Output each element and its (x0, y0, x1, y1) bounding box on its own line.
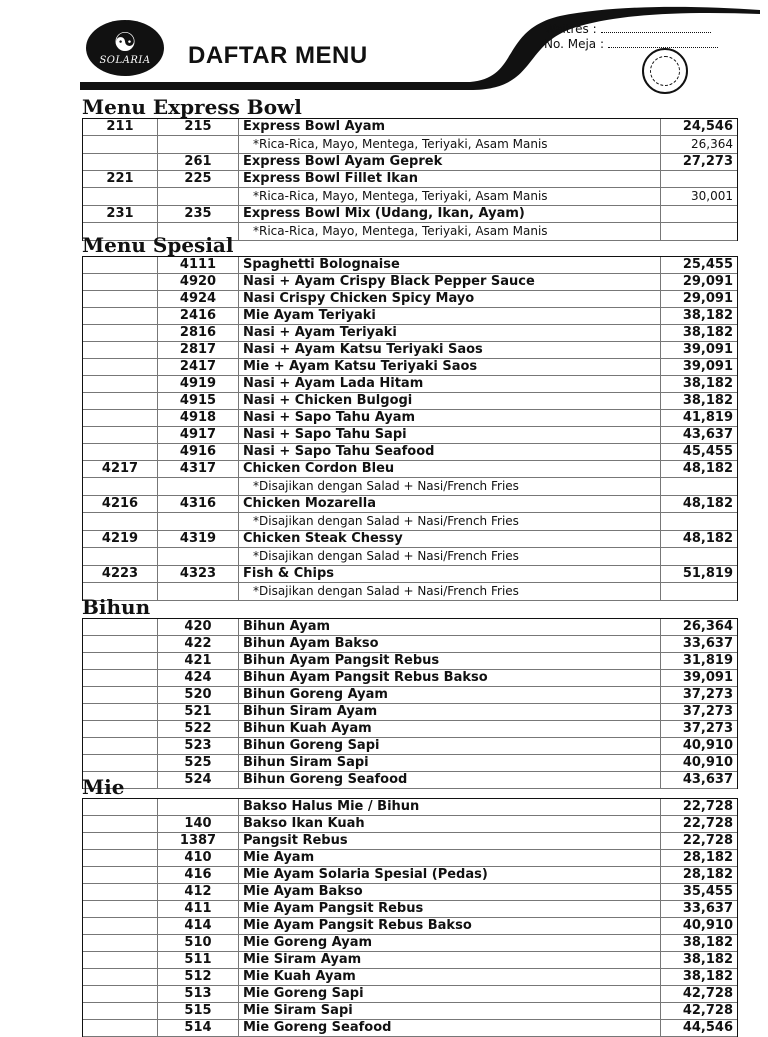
section-title: Menu Express Bowl (82, 95, 302, 119)
menu-item-row (83, 496, 737, 513)
item-price: 30,001 (691, 189, 733, 203)
menu-item-row (83, 884, 737, 901)
menu-item-row (83, 833, 737, 850)
menu-section (82, 596, 738, 789)
menu-item-row (83, 918, 737, 935)
code-alt (83, 687, 158, 703)
code-alt (83, 619, 158, 635)
item-price: 44,546 (682, 1020, 733, 1035)
menu-item-row (83, 393, 737, 410)
menu-item-row (83, 154, 737, 171)
code-alt (83, 444, 158, 460)
item-code: 4917 (158, 427, 239, 443)
code-alt (83, 833, 158, 849)
menu-item-row (83, 952, 737, 969)
item-name: Bihun Goreng Seafood (239, 772, 661, 788)
menu-item-row (83, 799, 737, 816)
item-price: 37,273 (682, 687, 733, 702)
item-price: 28,182 (682, 850, 733, 865)
item-price: 28,182 (682, 867, 733, 882)
item-name: Bakso Ikan Kuah (239, 816, 661, 832)
menu-item-row (83, 325, 737, 342)
item-name: Express Bowl Ayam (239, 119, 661, 135)
item-name: Nasi + Sapo Tahu Seafood (239, 444, 661, 460)
item-price: 27,273 (682, 154, 733, 169)
waitress-blank[interactable] (601, 32, 711, 33)
menu-section (82, 234, 738, 601)
item-price: 38,182 (682, 935, 733, 950)
item-code: 4920 (158, 274, 239, 290)
code-alt (83, 257, 158, 273)
code-alt (83, 721, 158, 737)
item-price: 40,910 (682, 738, 733, 753)
item-code (158, 136, 239, 153)
item-name: *Rica-Rica, Mayo, Mentega, Teriyaki, Asam Manis (239, 136, 661, 153)
item-name: Express Bowl Fillet Ikan (239, 171, 661, 187)
item-code: 416 (158, 867, 239, 883)
item-price: 29,091 (682, 274, 733, 289)
code-alt (83, 188, 158, 205)
item-price: 38,182 (682, 969, 733, 984)
menu-item-row (83, 171, 737, 188)
code-alt (83, 1020, 158, 1036)
item-code: 140 (158, 816, 239, 832)
menu-item-row (83, 935, 737, 952)
item-code: 4918 (158, 410, 239, 426)
item-name: Chicken Cordon Bleu (239, 461, 661, 477)
item-price (661, 513, 737, 530)
brand-logo (86, 20, 164, 76)
item-price: 26,364 (691, 137, 733, 151)
code-alt: 211 (83, 119, 158, 135)
chef-hat-icon: ☯ (113, 27, 137, 58)
item-name: Nasi + Sapo Tahu Sapi (239, 427, 661, 443)
code-alt (83, 478, 158, 495)
code-alt (83, 738, 158, 754)
menu-item-row (83, 867, 737, 884)
menu-item-row (83, 670, 737, 687)
code-alt (83, 986, 158, 1002)
item-price: 35,455 (682, 884, 733, 899)
menu-item-row (83, 969, 737, 986)
item-price: 38,182 (682, 952, 733, 967)
menu-section (82, 96, 738, 241)
item-code: 2417 (158, 359, 239, 375)
code-alt: 4219 (83, 531, 158, 547)
code-alt (83, 636, 158, 652)
menu-item-row (83, 636, 737, 653)
menu-item-row (83, 206, 737, 223)
item-name: Mie Ayam (239, 850, 661, 866)
code-alt (83, 154, 158, 170)
item-price: 22,728 (682, 833, 733, 848)
item-code: 2416 (158, 308, 239, 324)
code-alt: 231 (83, 206, 158, 222)
item-price: 42,728 (682, 1003, 733, 1018)
item-name: Nasi + Ayam Katsu Teriyaki Saos (239, 342, 661, 358)
item-name: Express Bowl Ayam Geprek (239, 154, 661, 170)
menu-item-row (83, 687, 737, 704)
item-price: 39,091 (682, 359, 733, 374)
code-alt (83, 901, 158, 917)
menu-item-row (83, 986, 737, 1003)
item-code (158, 548, 239, 565)
menu-item-row (83, 738, 737, 755)
item-name: Nasi + Ayam Lada Hitam (239, 376, 661, 392)
item-code: 4319 (158, 531, 239, 547)
menu-section (82, 776, 738, 1037)
code-alt (83, 755, 158, 771)
code-alt (83, 867, 158, 883)
item-name: *Disajikan dengan Salad + Nasi/French Fries (239, 478, 661, 495)
code-alt (83, 427, 158, 443)
item-code: 412 (158, 884, 239, 900)
item-code: 410 (158, 850, 239, 866)
code-alt (83, 935, 158, 951)
menu-item-row (83, 410, 737, 427)
item-name: Bihun Goreng Sapi (239, 738, 661, 754)
item-name: Bihun Kuah Ayam (239, 721, 661, 737)
item-price (661, 171, 737, 187)
code-alt: 221 (83, 171, 158, 187)
menu-item-row (83, 291, 737, 308)
item-price: 33,637 (682, 901, 733, 916)
code-alt (83, 325, 158, 341)
menu-item-row (83, 342, 737, 359)
menu-item-row (83, 653, 737, 670)
item-name: Mie Ayam Pangsit Rebus (239, 901, 661, 917)
section-title: Bihun (82, 595, 151, 619)
item-name: Mie Ayam Teriyaki (239, 308, 661, 324)
item-price: 22,728 (682, 816, 733, 831)
code-alt (83, 136, 158, 153)
item-name: Spaghetti Bolognaise (239, 257, 661, 273)
code-alt (83, 952, 158, 968)
item-price: 45,455 (682, 444, 733, 459)
menu-item-row (83, 257, 737, 274)
item-code: 4919 (158, 376, 239, 392)
menu-item-row (83, 444, 737, 461)
menu-header (0, 0, 768, 92)
item-name: Bihun Ayam Bakso (239, 636, 661, 652)
item-price: 38,182 (682, 393, 733, 408)
code-alt (83, 670, 158, 686)
item-code: 510 (158, 935, 239, 951)
menu-item-row (83, 531, 737, 548)
item-code: 215 (158, 119, 239, 135)
item-code (158, 513, 239, 530)
item-code: 1387 (158, 833, 239, 849)
item-price: 39,091 (682, 670, 733, 685)
item-note-row (83, 136, 737, 154)
item-name: Mie Siram Ayam (239, 952, 661, 968)
code-alt (83, 969, 158, 985)
page-title: DAFTAR MENU (188, 42, 368, 69)
item-name: Chicken Mozarella (239, 496, 661, 512)
code-alt (83, 393, 158, 409)
item-name: Bihun Goreng Ayam (239, 687, 661, 703)
item-name: Mie Ayam Bakso (239, 884, 661, 900)
menu-item-row (83, 274, 737, 291)
item-name: *Rica-Rica, Mayo, Mentega, Teriyaki, Asam Manis (239, 223, 661, 240)
item-price: 37,273 (682, 721, 733, 736)
item-code: 520 (158, 687, 239, 703)
item-price: 22,728 (682, 799, 733, 814)
item-code: 4915 (158, 393, 239, 409)
code-alt (83, 342, 158, 358)
code-alt (83, 704, 158, 720)
code-alt: 4223 (83, 566, 158, 582)
item-name: Chicken Steak Chessy (239, 531, 661, 547)
item-code: 411 (158, 901, 239, 917)
code-alt (83, 816, 158, 832)
item-name: Nasi + Chicken Bulgogi (239, 393, 661, 409)
item-name: Nasi + Ayam Teriyaki (239, 325, 661, 341)
item-code: 522 (158, 721, 239, 737)
item-code: 261 (158, 154, 239, 170)
item-name: Mie Ayam Pangsit Rebus Bakso (239, 918, 661, 934)
item-price: 37,273 (682, 704, 733, 719)
item-name: *Rica-Rica, Mayo, Mentega, Teriyaki, Asam Manis (239, 188, 661, 205)
waitress-label: Waitres : (544, 22, 597, 36)
item-name: Bihun Siram Ayam (239, 704, 661, 720)
item-code: 521 (158, 704, 239, 720)
item-price: 41,819 (682, 410, 733, 425)
item-price: 31,819 (682, 653, 733, 668)
code-alt (83, 308, 158, 324)
menu-item-row (83, 721, 737, 738)
item-code: 2817 (158, 342, 239, 358)
item-code: 424 (158, 670, 239, 686)
table-number-label: No. Meja : (544, 37, 605, 51)
item-note-row (83, 188, 737, 206)
item-price: 29,091 (682, 291, 733, 306)
code-alt (83, 513, 158, 530)
item-name: Mie Goreng Ayam (239, 935, 661, 951)
item-code: 2816 (158, 325, 239, 341)
code-alt (83, 274, 158, 290)
item-name: *Disajikan dengan Salad + Nasi/French Fries (239, 513, 661, 530)
item-code: 4916 (158, 444, 239, 460)
menu-item-row (83, 427, 737, 444)
code-alt (83, 376, 158, 392)
item-price: 48,182 (682, 461, 733, 476)
item-note-row (83, 513, 737, 531)
item-name: Nasi + Ayam Crispy Black Pepper Sauce (239, 274, 661, 290)
menu-item-row (83, 1020, 737, 1037)
code-alt: 4216 (83, 496, 158, 512)
item-name: Bakso Halus Mie / Bihun (239, 799, 661, 815)
item-name: Bihun Ayam (239, 619, 661, 635)
item-code: 4111 (158, 257, 239, 273)
item-name: Mie Goreng Sapi (239, 986, 661, 1002)
item-price (661, 478, 737, 495)
item-name: Bihun Ayam Pangsit Rebus Bakso (239, 670, 661, 686)
item-name: Mie Siram Sapi (239, 1003, 661, 1019)
item-price: 40,910 (682, 918, 733, 933)
item-price: 26,364 (682, 619, 733, 634)
item-code: 421 (158, 653, 239, 669)
code-alt (83, 410, 158, 426)
item-price: 33,637 (682, 636, 733, 651)
item-code (158, 799, 239, 815)
item-price: 39,091 (682, 342, 733, 357)
item-price: 48,182 (682, 496, 733, 511)
item-name: Mie Ayam Solaria Spesial (Pedas) (239, 867, 661, 883)
menu-item-row (83, 359, 737, 376)
item-price: 25,455 (682, 257, 733, 272)
item-code: 225 (158, 171, 239, 187)
item-code: 513 (158, 986, 239, 1002)
menu-table (82, 118, 738, 241)
item-code: 414 (158, 918, 239, 934)
code-alt: 4217 (83, 461, 158, 477)
menu-item-row (83, 816, 737, 833)
menu-item-row (83, 755, 737, 772)
item-code (158, 478, 239, 495)
item-price: 43,637 (682, 772, 733, 787)
menu-item-row (83, 461, 737, 478)
item-name: Pangsit Rebus (239, 833, 661, 849)
item-code: 4317 (158, 461, 239, 477)
item-price: 48,182 (682, 531, 733, 546)
table-number-field[interactable] (544, 37, 718, 52)
menu-table (82, 798, 738, 1037)
item-name: Bihun Siram Sapi (239, 755, 661, 771)
item-name: Bihun Ayam Pangsit Rebus (239, 653, 661, 669)
item-price: 38,182 (682, 376, 733, 391)
item-name: Mie + Ayam Katsu Teriyaki Saos (239, 359, 661, 375)
menu-item-row (83, 119, 737, 136)
item-price: 43,637 (682, 427, 733, 442)
code-alt (83, 359, 158, 375)
menu-table (82, 256, 738, 601)
item-name: Nasi Crispy Chicken Spicy Mayo (239, 291, 661, 307)
waitress-field[interactable] (544, 22, 718, 37)
menu-item-row (83, 850, 737, 867)
code-alt (83, 884, 158, 900)
menu-item-row (83, 376, 737, 393)
menu-table (82, 618, 738, 789)
item-code: 420 (158, 619, 239, 635)
halal-seal-icon (642, 48, 688, 94)
item-name: Fish & Chips (239, 566, 661, 582)
item-code: 514 (158, 1020, 239, 1036)
section-title: Mie (82, 775, 125, 799)
code-alt (83, 291, 158, 307)
item-code: 515 (158, 1003, 239, 1019)
order-info (544, 22, 718, 52)
item-name: Express Bowl Mix (Udang, Ikan, Ayam) (239, 206, 661, 222)
code-alt (83, 799, 158, 815)
item-name: Mie Kuah Ayam (239, 969, 661, 985)
item-price: 40,910 (682, 755, 733, 770)
item-code: 235 (158, 206, 239, 222)
menu-item-row (83, 704, 737, 721)
item-name: Mie Goreng Seafood (239, 1020, 661, 1036)
item-code: 525 (158, 755, 239, 771)
item-code: 524 (158, 772, 239, 788)
code-alt (83, 1003, 158, 1019)
menu-item-row (83, 308, 737, 325)
item-name: Nasi + Sapo Tahu Ayam (239, 410, 661, 426)
item-code: 512 (158, 969, 239, 985)
menu-item-row (83, 566, 737, 583)
item-price (661, 548, 737, 565)
code-alt (83, 850, 158, 866)
item-price: 24,546 (682, 119, 733, 134)
brand-name: SOLARIA (99, 54, 151, 66)
code-alt (83, 653, 158, 669)
item-code: 4924 (158, 291, 239, 307)
item-code: 422 (158, 636, 239, 652)
menu-item-row (83, 901, 737, 918)
item-price: 51,819 (682, 566, 733, 581)
item-code: 511 (158, 952, 239, 968)
item-price: 42,728 (682, 986, 733, 1001)
item-code (158, 188, 239, 205)
item-price: 38,182 (682, 308, 733, 323)
section-title: Menu Spesial (82, 233, 234, 257)
item-price: 38,182 (682, 325, 733, 340)
code-alt (83, 548, 158, 565)
item-name: *Disajikan dengan Salad + Nasi/French Fries (239, 583, 661, 600)
item-name: *Disajikan dengan Salad + Nasi/French Fries (239, 548, 661, 565)
item-code: 4316 (158, 496, 239, 512)
item-note-row (83, 478, 737, 496)
item-code: 523 (158, 738, 239, 754)
code-alt (83, 918, 158, 934)
item-price (661, 206, 737, 222)
item-note-row (83, 548, 737, 566)
menu-item-row (83, 1003, 737, 1020)
menu-item-row (83, 619, 737, 636)
item-code: 4323 (158, 566, 239, 582)
